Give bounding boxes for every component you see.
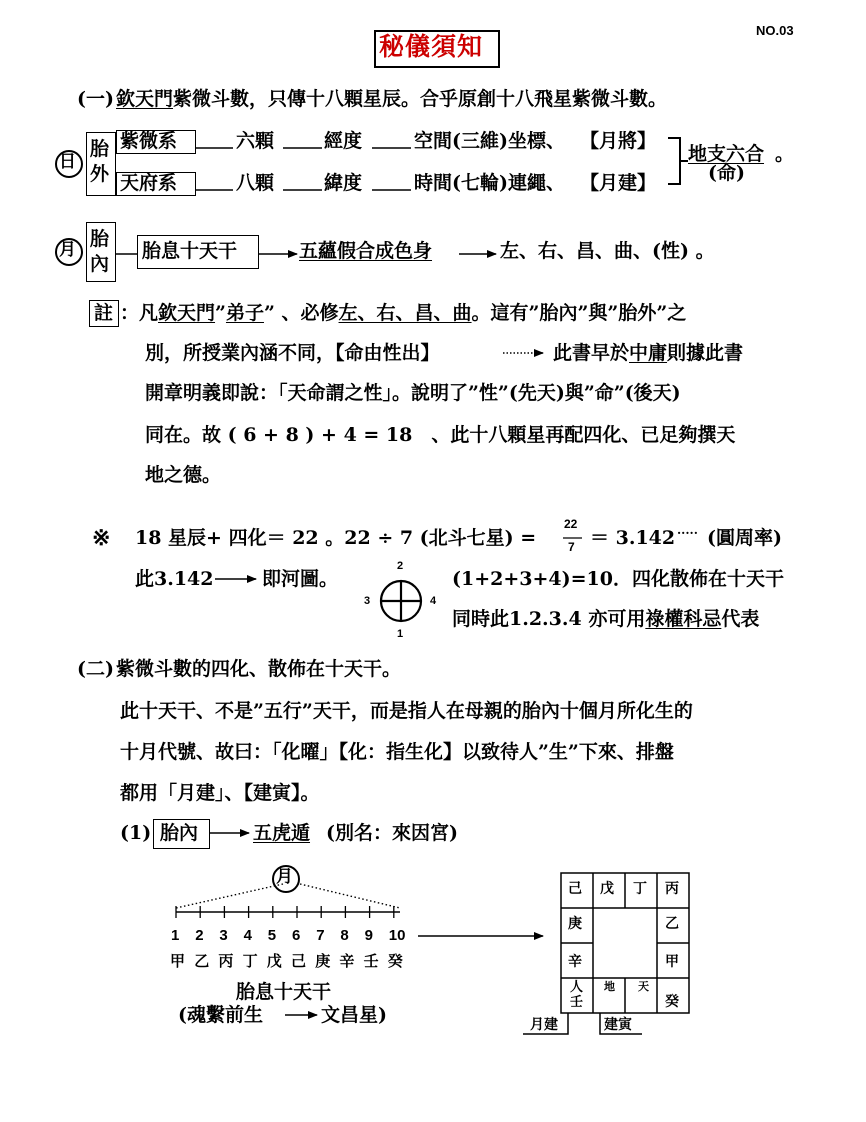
grid-cell: 丙 (665, 881, 679, 897)
diagram-caption: 胎息十天干 (236, 981, 332, 1003)
note-line-2b: 此書早於中庸則據此書 (553, 342, 744, 364)
result-end: 。 (775, 143, 795, 165)
formula-line2b: 即河圖。 (262, 568, 339, 590)
section-number: (二) (77, 658, 114, 680)
grid-cell: 甲 (665, 954, 679, 970)
month-number: 2 (195, 927, 204, 944)
bracket-label: 【月建】 (580, 172, 657, 194)
grid-cell: 乙 (665, 916, 679, 932)
grid-cell: 戊 (600, 881, 614, 897)
note-line-1: ：凡欽天門”弟子” 、必修左、右、昌、曲。這有”胎內”與”胎外”之 (120, 302, 687, 324)
moon-box-label: 胎息十天干 (142, 240, 238, 262)
heavenly-stem: 戊 (266, 952, 282, 970)
diagram-caption2b: 文昌星) (321, 1004, 387, 1026)
result-label: 地支六合 (688, 143, 765, 165)
result-sub: (命) (708, 162, 745, 184)
grid-cell: 癸 (665, 994, 679, 1010)
month-number: 4 (243, 927, 252, 944)
sub-box-label: 胎內 (160, 822, 199, 844)
formula-text: 18 星辰+ 四化＝ 22 。22 ÷ 7 (北斗七星) = (135, 527, 537, 549)
formula-dots: ····· (677, 526, 698, 540)
month-number: 8 (340, 927, 349, 944)
count-label: 六顆 (236, 130, 275, 152)
bracket-line (668, 138, 680, 184)
cross-bottom: 1 (397, 628, 404, 640)
heavenly-stem: 乙 (194, 952, 210, 970)
month-number: 5 (267, 927, 277, 944)
hetu-cross-icon (381, 581, 421, 621)
moon-mid-label: 五蘊假合成色身 (299, 240, 433, 262)
count-label: 八顆 (236, 172, 275, 194)
heavenly-stem: 庚 (315, 952, 331, 970)
note-line-5: 地之德。 (145, 464, 222, 486)
heavenly-stem: 壬 (363, 952, 379, 970)
formula-line3: 同時此1.2.3.4 亦可用祿權科忌代表 (452, 608, 760, 630)
section-heading: 紫微斗數，只傳十八顆星辰。合乎原創十八飛星紫微斗數。 (173, 88, 668, 110)
grid-cell: 辛 (568, 954, 582, 970)
axis-label: 緯度 (324, 172, 363, 194)
paragraph-line: 此十天干、不是”五行”天干，而是指人在母親的胎內十個月所化生的 (120, 700, 693, 722)
month-number: 6 (292, 927, 301, 944)
formula-line2c: (1+2+3+4)=10．四化散佈在十天干 (452, 568, 784, 590)
system-label: 天府系 (120, 172, 178, 194)
desc-label: 空間(三維)坐標、 (414, 130, 565, 152)
school-name: 欽天門 (116, 88, 174, 110)
five-tiger-link: 五虎遁 (253, 822, 311, 844)
sun-symbol: 日 (59, 152, 76, 172)
grid-label-right: 建寅 (604, 1017, 632, 1033)
cross-left: 3 (364, 595, 371, 607)
grid-cell: 天 (638, 980, 649, 993)
note-line-4: 同在。故 ( 6 + 8 ) + 4 = 18 、此十八顆星再配四化、已足夠撰天 (145, 424, 736, 446)
heavenly-stem: 己 (291, 952, 307, 970)
cross-top: 2 (397, 560, 404, 572)
section-number: (一) (77, 88, 114, 110)
section-heading: 紫微斗數的四化、散佈在十天干。 (116, 658, 402, 680)
sub-tail: (別名：來因宮) (326, 822, 458, 844)
group-label: 胎外 (90, 138, 110, 185)
heavenly-stem: 辛 (339, 952, 355, 970)
moon-tail-label: 左、右、昌、曲、(性) 。 (500, 240, 715, 262)
axis-label: 經度 (324, 130, 363, 152)
note-line-3: 開章明義即說：「天命謂之性」。說明了”性”(先天)與”命”(後天) (145, 382, 681, 404)
cross-right: 4 (430, 595, 437, 607)
month-number: 1 (171, 927, 180, 944)
grid-cell: 己 (568, 881, 582, 897)
bracket-label: 【月將】 (580, 130, 657, 152)
note-label: 註 (94, 302, 114, 324)
formula-result: ＝ 3.142 (590, 527, 676, 549)
fraction-numerator: 22 (564, 517, 578, 531)
sub-number: (1) (120, 822, 152, 844)
diagram-caption2a: (魂繫前生 (178, 1004, 263, 1026)
grid-label-left: 月建 (530, 1017, 558, 1033)
desc-label: 時間(七輪)連繩、 (414, 172, 565, 194)
moon-symbol: 月 (59, 240, 76, 260)
month-number: 10 (388, 927, 406, 944)
diagram-moon-symbol: 月 (276, 867, 293, 887)
page-number: NO.03 (756, 23, 794, 38)
grid-cell: 地 (604, 980, 615, 993)
group-label: 胎內 (90, 228, 110, 275)
fraction-denominator: 7 (568, 540, 575, 554)
month-number: 3 (219, 927, 228, 944)
grid-cell: 庚 (568, 916, 582, 932)
heavenly-stem: 癸 (387, 952, 403, 970)
page-title: 秘儀須知 (379, 32, 484, 61)
heavenly-stem: 甲 (170, 952, 186, 970)
paragraph-line: 十月代號、故曰：「化曜」【化：指生化】以致待人”生”下來、排盤 (120, 741, 674, 763)
system-label: 紫微系 (120, 130, 178, 152)
heavenly-stem: 丁 (242, 952, 258, 970)
grid-cell: 人壬 (570, 980, 584, 1010)
grid-cell: 丁 (633, 881, 647, 897)
reference-mark: ※ (92, 525, 111, 551)
heavenly-stem: 丙 (218, 952, 234, 970)
paragraph-line: 都用「月建」、【建寅】。 (120, 782, 320, 804)
note-line-2a: 別，所授業內涵不同，【命由性出】 (145, 342, 440, 364)
formula-line2a: 此3.142 (135, 568, 214, 590)
month-number: 9 (364, 927, 373, 944)
month-number: 7 (316, 927, 325, 944)
formula-tail: (圓周率) (707, 527, 782, 549)
